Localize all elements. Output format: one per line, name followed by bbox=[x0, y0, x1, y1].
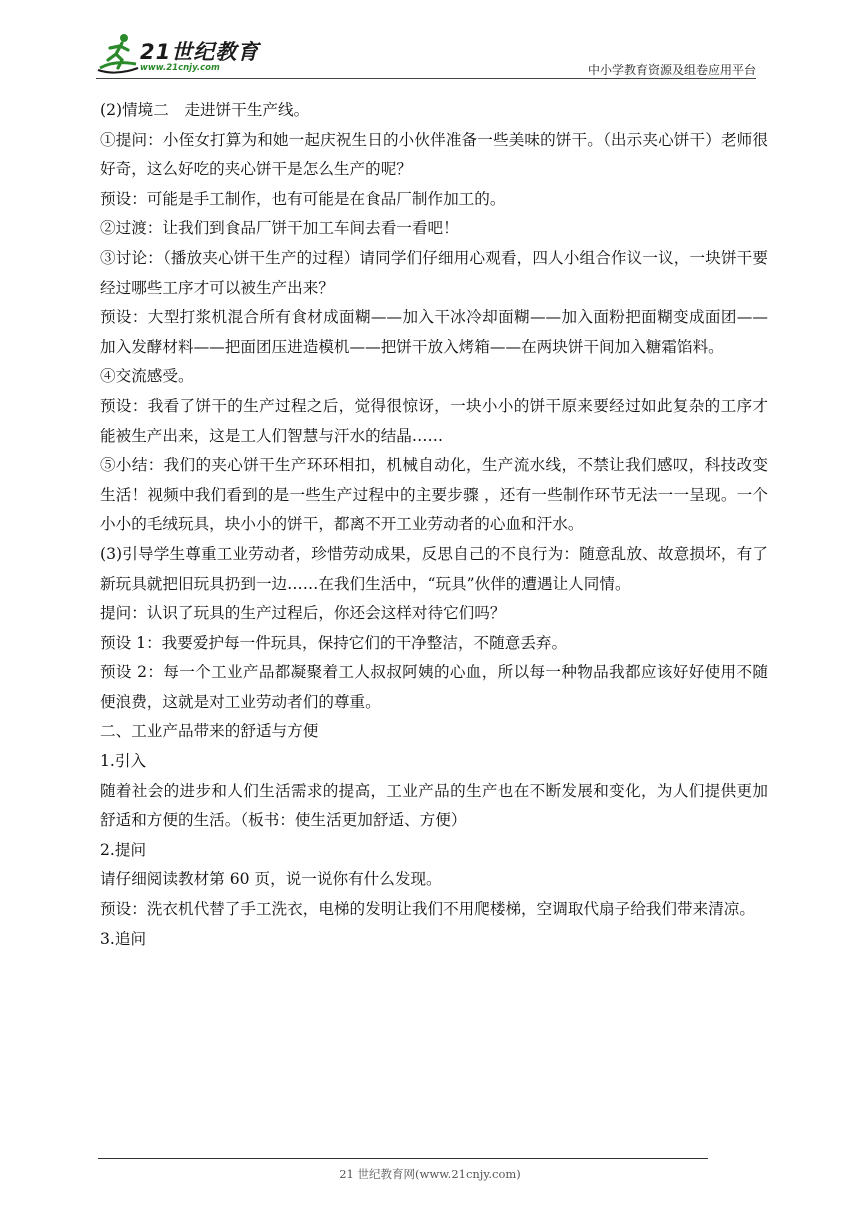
paragraph: ④交流感受。 bbox=[100, 367, 194, 386]
paragraph: ①提问：小侄女打算为和她一起庆祝生日的小伙伴准备一些美味的饼干。（出示夹心饼干）老师很好奇，这么好吃的夹心饼干是怎么生产的呢？ bbox=[100, 130, 768, 179]
paragraph: 请仔细阅读教材第 60 页，说一说你有什么发现。 bbox=[100, 870, 442, 889]
section-heading: 二、工业产品带来的舒适与方便 bbox=[100, 722, 319, 741]
paragraph: 预设：可能是手工制作，也有可能是在食品厂制作加工的。 bbox=[100, 189, 506, 208]
paragraph: 随着社会的进步和人们生活需求的提高，工业产品的生产也在不断发展和变化，为人们提供更加舒适和方便的生活。（板书：使生活更加舒适、方便） bbox=[100, 781, 768, 830]
paragraph: ⑤小结：我们的夹心饼干生产环环相扣，机械自动化，生产流水线，不禁让我们感叹，科技改变生活！视频中我们看到的是一些生产过程中的主要步骤 ，还有一些制作环节无法一一呈现。一个小小的毛绒玩具，块小小的饼干，都离不开工业劳动者的心血和汗水。 bbox=[100, 456, 768, 534]
paragraph: 提问：认识了玩具的生产过程后，你还会这样对待它们吗？ bbox=[100, 604, 506, 623]
logo-url: www.21cnjy.com bbox=[140, 63, 220, 73]
paragraph: ③讨论：（播放夹心饼干生产的过程）请同学们仔细用心观看，四人小组合作议一议，一块饼干要经过哪些工序才可以被生产出来？ bbox=[100, 248, 768, 297]
paragraph: 预设：大型打浆机混合所有食材成面糊——加入干冰冷却面糊——加入面粉把面糊变成面团——加入发酵材料——把面团压进造模机——把饼干放入烤箱——在两块饼干间加入糖霜馅料。 bbox=[100, 308, 768, 356]
paragraph: 预设 1：我要爱护每一件玩具，保持它们的干净整洁，不随意丢弃。 bbox=[100, 633, 568, 652]
logo-text: 21世纪教育 bbox=[140, 40, 260, 64]
page-header bbox=[96, 28, 756, 82]
paragraph: 预设 2：每一个工业产品都凝聚着工人叔叔阿姨的心血，所以每一种物品我都应该好好使用不随便浪费，这就是对工业劳动者们的尊重。 bbox=[100, 663, 768, 711]
subheading: 1.引入 bbox=[100, 752, 147, 771]
footer-divider bbox=[98, 1158, 708, 1159]
document-body bbox=[100, 96, 768, 954]
footer-text[interactable]: 21 世纪教育网(www.21cnjy.com) bbox=[339, 1167, 521, 1181]
site-logo[interactable] bbox=[96, 30, 266, 76]
subheading: 2.提问 bbox=[100, 840, 147, 859]
header-divider bbox=[96, 78, 756, 79]
platform-title: 中小学教育资源及组卷应用平台 bbox=[587, 63, 756, 77]
paragraph: ②过渡：让我们到食品厂饼干加工车间去看一看吧！ bbox=[100, 219, 459, 238]
paragraph: 预设：我看了饼干的生产过程之后，觉得很惊讶，一块小小的饼干原来要经过如此复杂的工序才能被生产出来，这是工人们智慧与汗水的结晶…… bbox=[100, 396, 768, 445]
paragraph: (2)情境二 走进饼干生产线。 bbox=[100, 101, 310, 119]
paragraph: (3)引导学生尊重工业劳动者，珍惜劳动成果，反思自己的不良行为：随意乱放、故意损坏，有了新玩具就把旧玩具扔到一边……在我们生活中，“玩具”伙伴的遭遇让人同情。 bbox=[100, 544, 768, 593]
paragraph: 预设：洗衣机代替了手工洗衣，电梯的发明让我们不用爬楼梯，空调取代扇子给我们带来清凉。 bbox=[100, 900, 755, 919]
subheading: 3.追问 bbox=[100, 929, 147, 948]
runner-logo-icon bbox=[96, 30, 140, 76]
